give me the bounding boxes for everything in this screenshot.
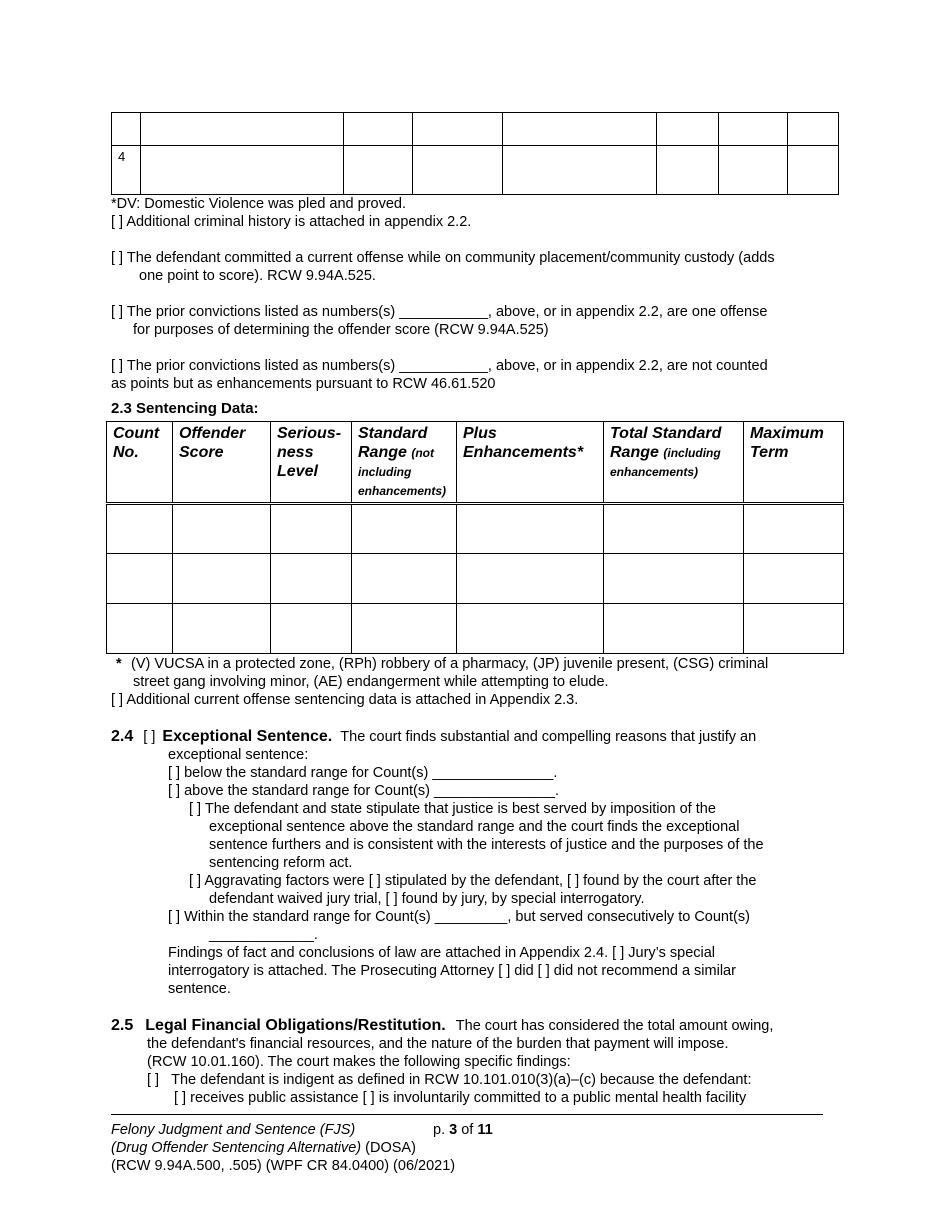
history-cell: [141, 113, 344, 146]
footer-subtitle-italic: (Drug Offender Sentencing Alternative): [111, 1140, 362, 1156]
history-cell: [413, 146, 503, 195]
aggravating-factors-option[interactable]: [ ] Aggravating factors were [ ] stipulated by the defendant, [ ] found by the court after the: [189, 873, 757, 889]
sentencing-cell: [604, 504, 744, 554]
history-cell: [657, 113, 719, 146]
sentencing-cell: [457, 504, 604, 554]
history-cell: [657, 146, 719, 195]
header-standard-range: [352, 422, 457, 504]
sentencing-cell: [744, 554, 844, 604]
footer-line-1: [111, 1121, 823, 1139]
section-2-5-number: 2.5: [111, 1017, 134, 1034]
enhancement-footnote-line-2: street gang involving minor, (AE) endangerment while attempting to elude.: [133, 674, 609, 690]
history-cell: [503, 113, 657, 146]
community-placement-line-2: one point to score). RCW 9.94A.525.: [139, 268, 376, 284]
sentencing-cell: [604, 554, 744, 604]
prior-one-offense-line-2: for purposes of determining the offender score (RCW 9.94A.525): [133, 322, 549, 338]
header-total-standard-range-label: Total Standard Range: [610, 425, 722, 461]
sentencing-cell: [352, 504, 457, 554]
history-cell: [788, 146, 839, 195]
history-row-number: [112, 113, 141, 146]
section-2-5-intro: The court has considered the total amount owing,: [455, 1018, 774, 1034]
dv-note: *DV: Domestic Violence was pled and proved.: [111, 196, 406, 212]
stipulation-text-4: sentencing reform act.: [209, 855, 353, 871]
sentencing-cell: [352, 604, 457, 654]
header-count-no: Count No.: [107, 422, 173, 504]
sentencing-cell: [271, 554, 352, 604]
sentencing-cell: [107, 604, 173, 654]
section-2-4-title: Exceptional Sentence.: [162, 728, 333, 745]
above-range-option[interactable]: [ ] above the standard range for Count(s) _______________.: [168, 783, 559, 799]
footer-line-2: [111, 1139, 823, 1157]
stipulation-text-3: sentence furthers and is consistent with the interests of justice and the purposes of the: [209, 837, 764, 853]
footer-page-of: of: [461, 1122, 474, 1138]
sentencing-cell: [271, 504, 352, 554]
history-cell: [141, 146, 344, 195]
header-total-standard-range: [604, 422, 744, 504]
sentencing-cell: [604, 604, 744, 654]
section-2-3-heading: 2.3 Sentencing Data:: [111, 400, 259, 417]
page-footer: [111, 1114, 823, 1175]
table-row: [107, 504, 844, 554]
findings-line-2: interrogatory is attached. The Prosecuting Attorney [ ] did [ ] did not recommend a similar: [168, 963, 736, 979]
enhancement-footnote-line-1: (V) VUCSA in a protected zone, (RPh) robbery of a pharmacy, (JP) juvenile present, (CSG) criminal: [131, 656, 769, 672]
section-2-4-number: 2.4: [111, 728, 134, 745]
within-range-count-blank: _____________.: [209, 927, 318, 943]
footer-page-total: 11: [477, 1122, 493, 1138]
prior-not-counted-line-1: [ ] The prior convictions listed as numbers(s) ___________, above, or in appendix 2.2, are not counted: [111, 358, 768, 374]
findings-line-3: sentence.: [168, 981, 231, 997]
footer-page-number: 3: [449, 1122, 458, 1138]
section-2-5-title: Legal Financial Obligations/Restitution.: [145, 1017, 446, 1034]
history-cell: [503, 146, 657, 195]
history-cell: [719, 113, 788, 146]
prior-one-offense-line-1: [ ] The prior convictions listed as numbers(s) ___________, above, or in appendix 2.2, are one offense: [111, 304, 768, 320]
table-row: [107, 604, 844, 654]
section-2-5-intro-3: (RCW 10.01.160). The court makes the following specific findings:: [147, 1054, 571, 1070]
sentencing-cell: [271, 604, 352, 654]
indigent-text: The defendant is indigent as defined in RCW 10.101.010(3)(a)–(c) because the defendant:: [171, 1072, 752, 1088]
exceptional-sentence-checkbox[interactable]: [ ]: [143, 729, 156, 745]
history-cell: [344, 146, 413, 195]
sentencing-cell: [457, 604, 604, 654]
history-row-number: 4: [112, 146, 141, 195]
indigent-checkbox[interactable]: [ ]: [147, 1072, 160, 1088]
section-2-4-line: [111, 728, 756, 746]
criminal-history-table: [111, 112, 839, 195]
history-cell: [413, 113, 503, 146]
footer-citation: (RCW 9.94A.500, .505) (WPF CR 84.0400) (06/2021): [111, 1158, 456, 1174]
table-row: [107, 554, 844, 604]
sentencing-cell: [457, 554, 604, 604]
public-assistance-options[interactable]: [ ] receives public assistance [ ] is involuntarily committed to a public mental health facility: [174, 1090, 747, 1106]
history-cell: [788, 113, 839, 146]
within-range-option[interactable]: [ ] Within the standard range for Count(s) _________, but served consecutively to Count(s): [168, 909, 750, 925]
sentencing-cell: [107, 504, 173, 554]
additional-sentencing-note: [ ] Additional current offense sentencing data is attached in Appendix 2.3.: [111, 692, 579, 708]
history-cell: [344, 113, 413, 146]
sentencing-cell: [744, 504, 844, 554]
footer-subtitle-rest: (DOSA): [361, 1140, 416, 1156]
section-2-5-intro-2: the defendant's financial resources, and the nature of the burden that payment will impose.: [147, 1036, 729, 1052]
header-total-standard-range-note: (including enhancements): [610, 446, 721, 479]
section-2-4-intro: The court finds substantial and compelling reasons that justify an: [340, 729, 757, 745]
table-row: [112, 113, 839, 146]
footnote-star: *: [116, 656, 122, 672]
sentencing-cell: [173, 604, 271, 654]
sentencing-cell: [744, 604, 844, 654]
table-header-row: [107, 422, 844, 504]
header-standard-range-note: (not including enhancements): [358, 446, 447, 498]
header-plus-enhancements: Plus Enhancements*: [457, 422, 604, 504]
below-range-option[interactable]: [ ] below the standard range for Count(s) _______________.: [168, 765, 558, 781]
footer-page-prefix: p.: [433, 1122, 446, 1138]
section-2-4-intro-cont: exceptional sentence:: [168, 747, 309, 763]
header-maximum-term: Maximum Term: [744, 422, 844, 504]
header-offender-score: Offender Score: [173, 422, 271, 504]
sentencing-cell: [352, 554, 457, 604]
sentencing-data-table: [106, 421, 844, 654]
history-cell: [719, 146, 788, 195]
table-row: [112, 146, 839, 195]
header-standard-range-label: Standard Range: [358, 425, 428, 461]
additional-history-note: [ ] Additional criminal history is attached in appendix 2.2.: [111, 214, 472, 230]
findings-line-1: Findings of fact and conclusions of law are attached in Appendix 2.4. [ ] Jury’s special: [168, 945, 716, 961]
sentencing-cell: [107, 554, 173, 604]
indigent-line: [147, 1071, 752, 1089]
stipulation-text-2: exceptional sentence above the standard range and the court finds the exceptional: [209, 819, 740, 835]
header-seriousness-level: Serious-ness Level: [271, 422, 352, 504]
community-placement-line-1: [ ] The defendant committed a current offense while on community placement/community custody (adds: [111, 250, 775, 266]
sentencing-cell: [173, 504, 271, 554]
section-2-5-line: [111, 1017, 773, 1035]
footer-form-title: Felony Judgment and Sentence (FJS): [111, 1122, 356, 1138]
stipulation-option[interactable]: [ ] The defendant and state stipulate that justice is best served by imposition of the: [189, 801, 716, 817]
aggravating-factors-text-2: defendant waived jury trial, [ ] found by jury, by special interrogatory.: [209, 891, 645, 907]
sentencing-cell: [173, 554, 271, 604]
prior-not-counted-line-2: as points but as enhancements pursuant to RCW 46.61.520: [111, 376, 496, 392]
